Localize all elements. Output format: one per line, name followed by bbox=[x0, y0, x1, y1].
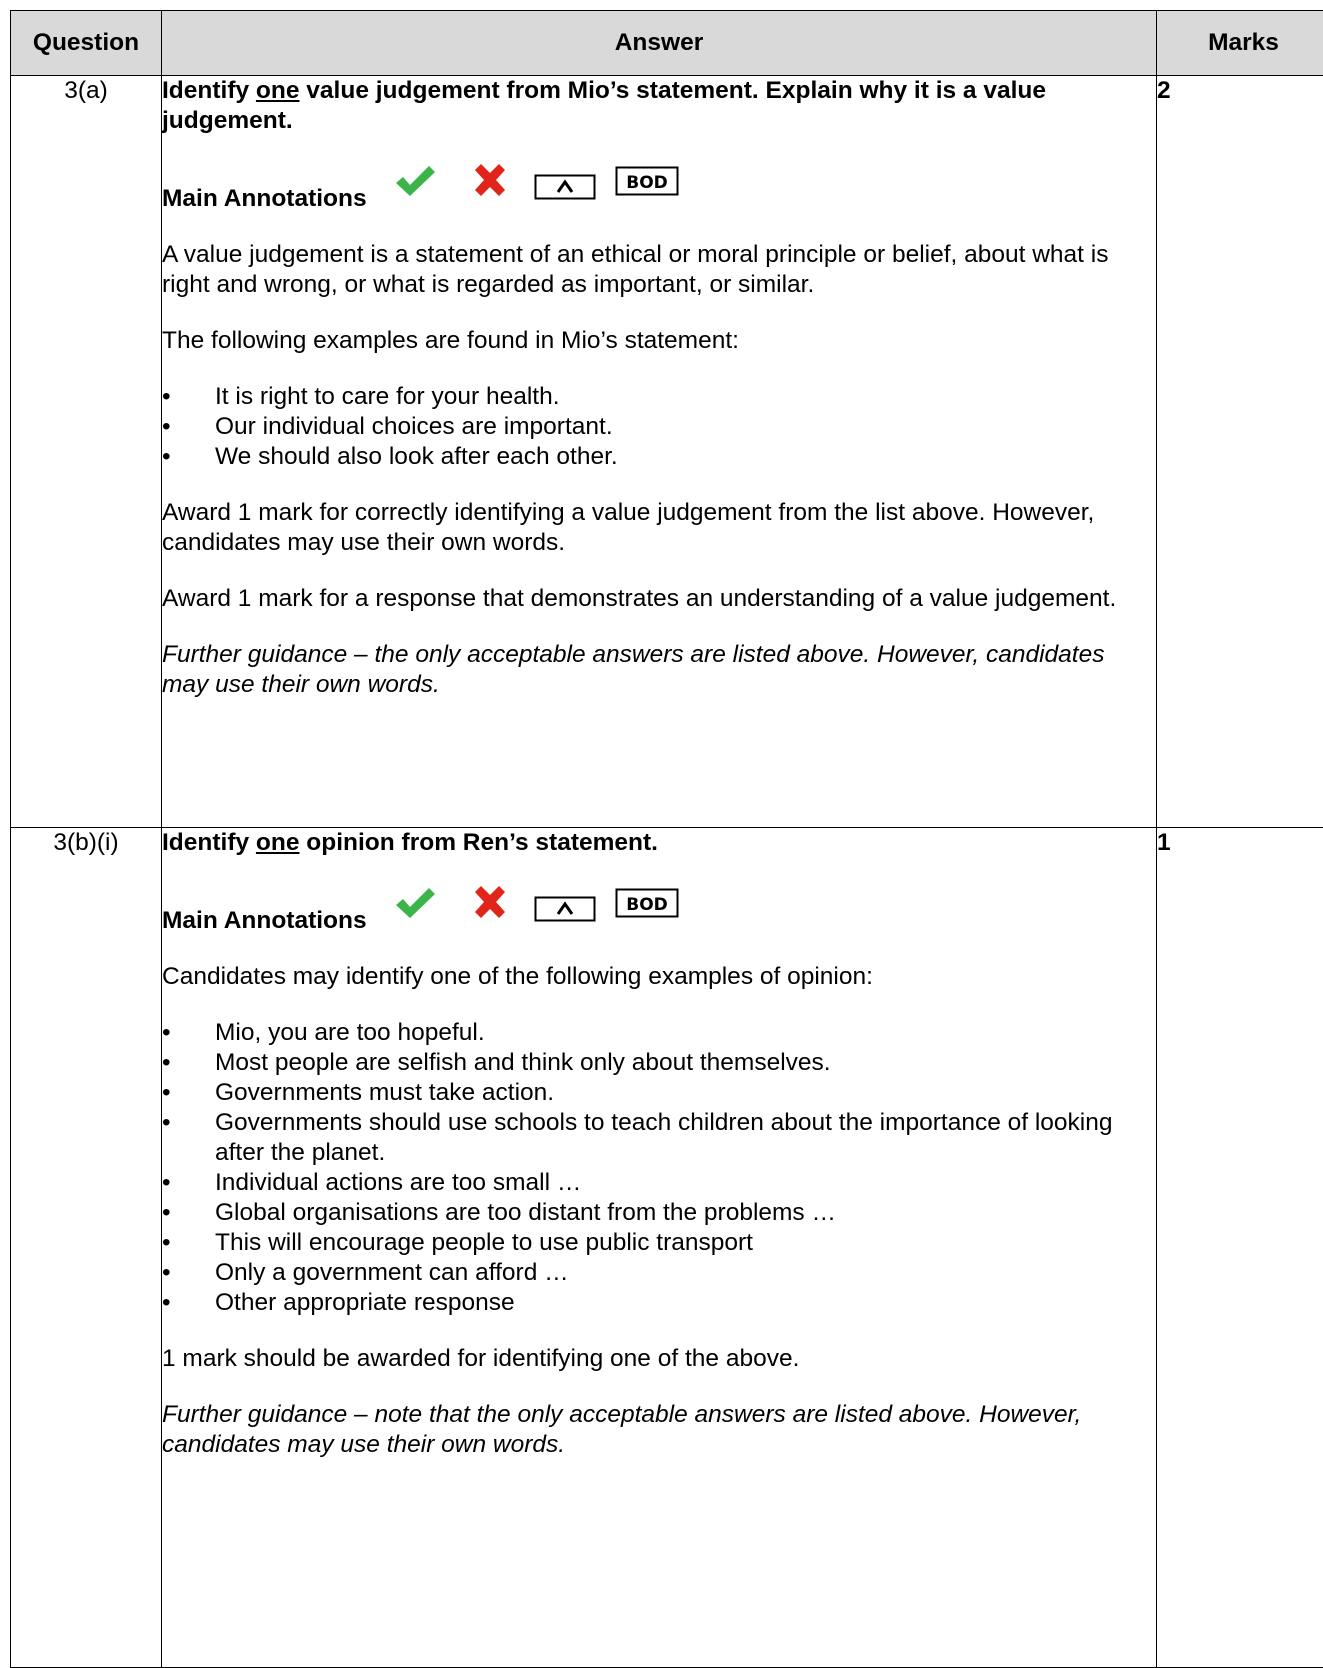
list-item: • It is right to care for your health. bbox=[162, 382, 1156, 412]
question-number: 3(a) bbox=[11, 76, 162, 828]
definition-text: A value judgement is a statement of an ethical or moral principle or belief, about what is right and wrong, or what is regarded as important, or similar. bbox=[162, 240, 1156, 300]
list-item: • Governments should use schools to teach children about the importance of looking after the planet. bbox=[162, 1108, 1156, 1168]
list-item: • Global organisations are too distant from the problems … bbox=[162, 1198, 1156, 1228]
further-guidance: Further guidance – note that the only acceptable answers are listed above. However, candidates may use their own words. bbox=[162, 1400, 1156, 1460]
question-row-3a bbox=[11, 76, 1323, 828]
question-column-header: Question bbox=[11, 11, 162, 76]
question-text: Identify one value judgement from Mio’s statement. Explain why it is a value judgement. bbox=[162, 76, 1156, 136]
marks-value: 2 bbox=[1157, 76, 1323, 828]
further-guidance: Further guidance – the only acceptable answers are listed above. However, candidates may use their own words. bbox=[162, 640, 1156, 700]
examples-list bbox=[162, 382, 1156, 472]
list-item: • Only a government can afford … bbox=[162, 1258, 1156, 1288]
list-intro: Candidates may identify one of the following examples of opinion: bbox=[162, 962, 1156, 992]
question-text: Identify one opinion from Ren’s statement. bbox=[162, 828, 1156, 858]
mark-scheme-table bbox=[10, 10, 1323, 1668]
list-item: • Our individual choices are important. bbox=[162, 412, 1156, 442]
list-item: • Mio, you are too hopeful. bbox=[162, 1018, 1156, 1048]
list-intro: The following examples are found in Mio’s statement: bbox=[162, 326, 1156, 356]
award-text: Award 1 mark for a response that demonstrates an understanding of a value judgement. bbox=[162, 584, 1156, 614]
annotations-label: Main Annotations bbox=[162, 184, 367, 214]
bod-icon bbox=[615, 888, 679, 918]
question-row-3bi bbox=[11, 828, 1323, 1668]
list-item: • This will encourage people to use public transport bbox=[162, 1228, 1156, 1258]
award-text: 1 mark should be awarded for identifying one of the above. bbox=[162, 1344, 1156, 1374]
annotations-label: Main Annotations bbox=[162, 906, 367, 936]
tick-icon bbox=[394, 164, 436, 198]
answer-column-header: Answer bbox=[162, 11, 1157, 76]
cross-icon bbox=[472, 885, 508, 919]
answer-cell bbox=[162, 828, 1157, 1668]
marks-value: 1 bbox=[1157, 828, 1323, 1668]
list-item: • Other appropriate response bbox=[162, 1288, 1156, 1318]
caret-icon bbox=[534, 896, 596, 922]
svg-text:BOD: BOD bbox=[626, 895, 668, 915]
cross-icon bbox=[472, 163, 508, 197]
main-annotations bbox=[162, 884, 1156, 936]
list-item: • Most people are selfish and think only about themselves. bbox=[162, 1048, 1156, 1078]
list-item: • We should also look after each other. bbox=[162, 442, 1156, 472]
marks-column-header: Marks bbox=[1157, 11, 1323, 76]
svg-text:BOD: BOD bbox=[626, 173, 668, 193]
emphasis-one: one bbox=[256, 829, 300, 856]
award-text: Award 1 mark for correctly identifying a value judgement from the list above. However, candidates may use their own words. bbox=[162, 498, 1156, 558]
examples-list bbox=[162, 1018, 1156, 1318]
bod-icon bbox=[615, 166, 679, 196]
list-item: • Governments must take action. bbox=[162, 1078, 1156, 1108]
main-annotations bbox=[162, 162, 1156, 214]
question-number: 3(b)(i) bbox=[11, 828, 162, 1668]
header-row bbox=[11, 11, 1323, 76]
answer-cell bbox=[162, 76, 1157, 828]
caret-icon bbox=[534, 174, 596, 200]
list-item: • Individual actions are too small … bbox=[162, 1168, 1156, 1198]
emphasis-one: one bbox=[256, 77, 300, 104]
tick-icon bbox=[394, 886, 436, 920]
